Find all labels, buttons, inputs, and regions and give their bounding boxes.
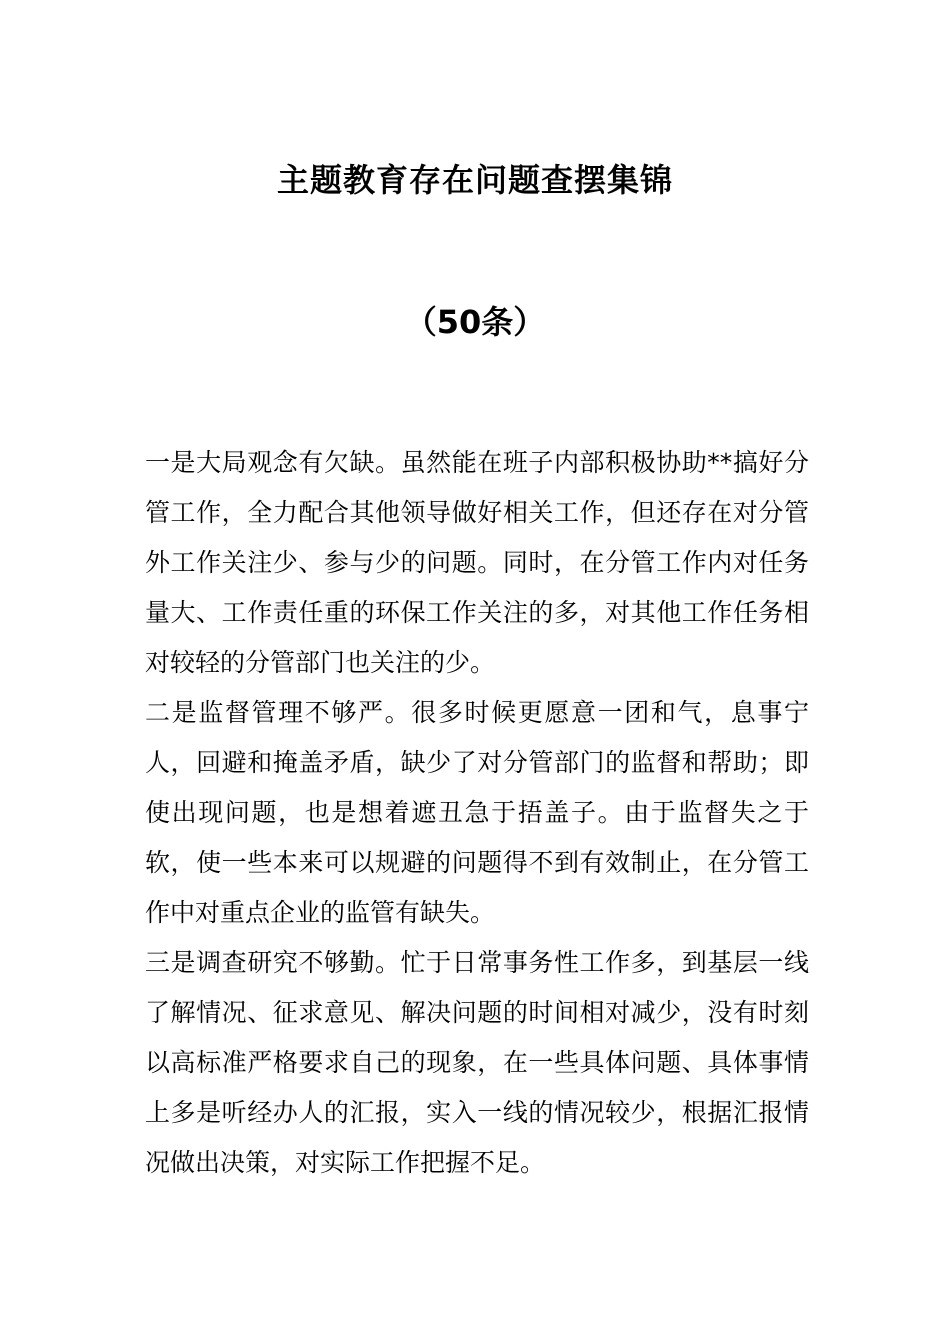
paragraph-3: 三是调查研究不够勤。忙于日常事务性工作多，到基层一线了解情况、征求意见、解决问题的时间相对减少，没有时刻以高标准严格要求自己的现象，在一些具体问题、具体事情上多是听经办人的汇报，实入一线的情况较少，根据汇报情况做出决策，对实际工作把握不足。 <box>145 948 809 1177</box>
paragraph-1: 一是大局观念有欠缺。虽然能在班子内部积极协助**搞好分管工作，全力配合其他领导做好相关工作，但还存在对分管外工作关注少、参与少的问题。同时，在分管工作内对任务量大、工作责任重的环保工作关注的多，对其他工作任务相对较轻的分管部门也关注的少。 <box>145 448 809 677</box>
document-body <box>145 438 809 1188</box>
document-title: 主题教育存在问题查摆集锦 <box>276 161 673 199</box>
document-subtitle: （50条） <box>404 303 546 341</box>
paragraph-2: 二是监督管理不够严。很多时候更愿意一团和气，息事宁人，回避和掩盖矛盾，缺少了对分管部门的监督和帮助；即使出现问题，也是想着遮丑急于捂盖子。由于监督失之于软，使一些本来可以规避的问题得不到有效制止，在分管工作中对重点企业的监管有缺失。 <box>145 698 809 927</box>
